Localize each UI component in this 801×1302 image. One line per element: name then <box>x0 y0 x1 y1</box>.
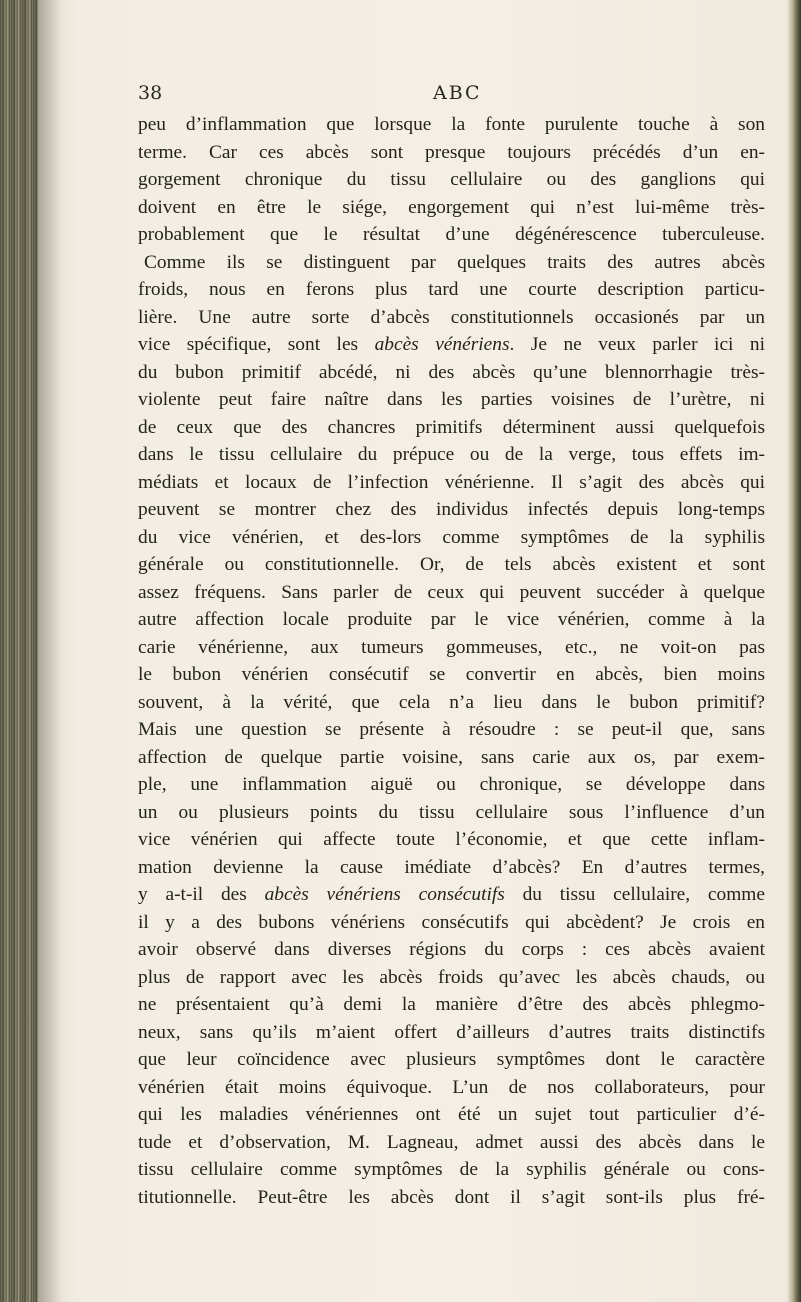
text-line <box>138 661 765 689</box>
text-line <box>138 139 765 167</box>
text-segment: plus de rapport avec les abcès froids qu’avec les abcès chauds, ou <box>138 966 765 988</box>
text-line <box>138 579 765 607</box>
text-line <box>138 469 765 497</box>
text-segment: titutionnelle. Peut-être les abcès dont il s’agit sont-ils plus fré- <box>138 1186 765 1208</box>
text-line <box>138 551 765 579</box>
text-line <box>138 359 765 387</box>
text-line <box>138 386 765 414</box>
text-segment: Mais une question se présente à résoudre : se peut-il que, sans <box>138 719 765 740</box>
text-segment: souvent, à la vérité, que cela n’a lieu dans le bubon primitif? <box>138 691 765 713</box>
text-segment: dans le tissu cellulaire du prépuce ou de la verge, tous effets im- <box>138 444 765 465</box>
text-segment: tissu cellulaire comme symptômes de la syphilis générale ou cons- <box>138 1159 765 1180</box>
text-line <box>138 111 765 139</box>
text-line <box>138 1184 765 1212</box>
text-segment: affection de quelque partie voisine, sans carie aux os, par exem- <box>138 746 765 768</box>
text-segment: probablement que le résultat d’une dégénérescence tuberculeuse. <box>138 224 765 245</box>
text-segment: Comme ils se distinguent par quelques traits des autres abcès <box>144 251 765 273</box>
text-line <box>138 249 765 277</box>
running-head: ABC <box>433 82 482 104</box>
page-header <box>138 82 758 112</box>
book-binding <box>0 0 38 1302</box>
text-line <box>138 689 765 717</box>
text-segment: gorgement chronique du tissu cellulaire ou des ganglions qui <box>138 169 765 190</box>
text-segment: froids, nous en ferons plus tard une courte description particu- <box>138 279 765 300</box>
text-segment: terme. Car ces abcès sont presque toujours précédés d’un en- <box>138 141 765 163</box>
text-line <box>138 331 765 359</box>
text-segment: lière. Une autre sorte d’abcès constitutionnels occasionés par un <box>138 306 765 328</box>
text-line <box>138 221 765 249</box>
text-segment: mation devienne la cause imédiate d’abcès? En d’autres termes, <box>138 856 765 878</box>
text-line <box>138 964 765 992</box>
text-line <box>138 524 765 552</box>
text-line <box>138 826 765 854</box>
gutter-shadow <box>38 0 78 1302</box>
text-segment: neux, sans qu’ils m’aient offert d’ailleurs d’autres traits distinctifs <box>138 1021 765 1043</box>
text-segment: . Je ne veux parler ici ni <box>509 334 765 355</box>
text-line <box>138 744 765 772</box>
text-segment: du tissu cellulaire, comme <box>504 884 765 905</box>
text-segment: assez fréquens. Sans parler de ceux qui peuvent succéder à quelque <box>138 581 765 603</box>
text-line <box>138 799 765 827</box>
text-line <box>138 194 765 222</box>
text-segment: du vice vénérien, et des-lors comme symptômes de la syphilis <box>138 526 765 548</box>
body-text <box>138 111 765 1211</box>
text-line <box>138 441 765 469</box>
text-line <box>138 771 765 799</box>
text-line <box>138 1046 765 1074</box>
text-line <box>138 496 765 524</box>
text-line <box>138 1129 765 1157</box>
text-line <box>138 414 765 442</box>
text-segment: médiats et locaux de l’infection vénérienne. Il s’agit des abcès qui <box>138 471 765 493</box>
text-line <box>138 1074 765 1102</box>
text-segment: il y a des bubons vénériens consécutifs qui abcèdent? Je crois en <box>138 911 765 933</box>
text-segment: vice spécifique, sont les <box>138 334 375 355</box>
text-line <box>138 634 765 662</box>
text-line <box>138 1101 765 1129</box>
text-line <box>138 1019 765 1047</box>
text-segment: avoir observé dans diverses régions du corps : ces abcès avaient <box>138 939 765 960</box>
text-segment: un ou plusieurs points du tissu cellulaire sous l’influence d’un <box>138 801 765 823</box>
text-line <box>138 606 765 634</box>
text-segment: qui les maladies vénériennes ont été un sujet tout particulier d’é- <box>138 1104 765 1125</box>
text-line <box>138 716 765 744</box>
page-edge <box>787 0 801 1302</box>
text-segment: autre affection locale produite par le vice vénérien, comme à la <box>138 609 765 630</box>
text-segment: doivent en être le siége, engorgement qui n’est lui-même très- <box>138 196 765 218</box>
text-segment: violente peut faire naître dans les parties voisines de l’urètre, ni <box>138 389 765 410</box>
text-segment: y a-t-il des <box>138 884 265 905</box>
text-segment: le bubon vénérien consécutif se convertir en abcès, bien moins <box>138 664 765 685</box>
page-number: 38 <box>138 82 163 104</box>
text-line <box>138 854 765 882</box>
text-line <box>138 166 765 194</box>
text-segment: peu d’inflammation que lorsque la fonte purulente touche à son <box>138 114 765 135</box>
text-segment: tude et d’observation, M. Lagneau, admet aussi des abcès dans le <box>138 1131 765 1153</box>
text-segment: peuvent se montrer chez des individus infectés depuis long-temps <box>138 499 765 520</box>
text-segment: de ceux que des chancres primitifs déterminent aussi quelquefois <box>138 416 765 438</box>
text-line <box>138 936 765 964</box>
text-segment: vice vénérien qui affecte toute l’économie, et que cette inflam- <box>138 829 765 850</box>
text-line <box>138 276 765 304</box>
text-segment: ne présentaient qu’à demi la manière d’être des abcès phlegmo- <box>138 994 765 1015</box>
text-line <box>138 909 765 937</box>
italic-text: abcès vénériens <box>374 334 510 355</box>
text-line <box>138 304 765 332</box>
text-segment: du bubon primitif abcédé, ni des abcès qu’une blennorrhagie très- <box>138 361 765 383</box>
text-line <box>138 881 765 909</box>
text-segment: vénérien était moins équivoque. L’un de nos collaborateurs, pour <box>138 1076 765 1098</box>
text-segment: que leur coïncidence avec plusieurs symptômes dont le caractère <box>138 1049 765 1070</box>
text-segment: générale ou constitutionnelle. Or, de tels abcès existent et sont <box>138 554 765 575</box>
text-segment: ple, une inflammation aiguë ou chronique, se développe dans <box>138 774 765 795</box>
italic-text: abcès vénériens consécutifs <box>264 884 505 905</box>
text-line <box>138 991 765 1019</box>
text-segment: carie vénérienne, aux tumeurs gommeuses, etc., ne voit-on pas <box>138 636 765 658</box>
text-line <box>138 1156 765 1184</box>
